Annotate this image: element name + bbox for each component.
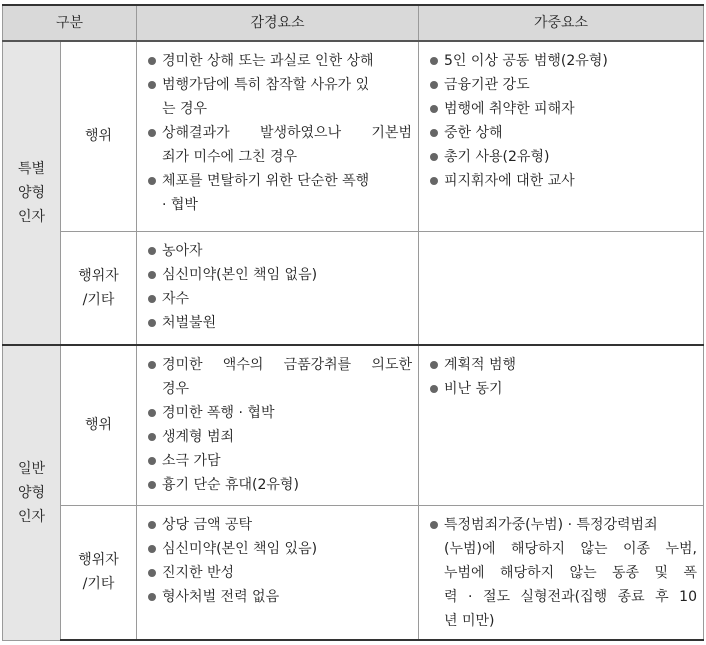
list-item: 소극 가담 bbox=[147, 449, 412, 473]
header-row bbox=[3, 5, 704, 41]
list-item-continuation: 는 경우 bbox=[162, 101, 208, 117]
list-item: 상당 금액 공탁 bbox=[147, 513, 412, 537]
sentencing-factors-table bbox=[2, 4, 704, 641]
special-label-line-1: 특별 bbox=[17, 161, 46, 177]
list-item: 비난 동기 bbox=[429, 377, 697, 401]
general-act-aggravating bbox=[419, 345, 704, 505]
list-item: 중한 상해 bbox=[429, 121, 697, 145]
list-item: 피지휘자에 대한 교사 bbox=[429, 169, 697, 193]
special-actor-row bbox=[3, 231, 704, 345]
list-item: 생계형 범죄 bbox=[147, 425, 412, 449]
special-actor-mitigating bbox=[137, 231, 419, 345]
list-item: 경미한 폭행 · 협박 bbox=[147, 401, 412, 425]
list-item-continuation: 력 · 절도 실형전과(집행 종료 후 10 bbox=[444, 588, 697, 605]
list-item: 범행가담에 특히 참작할 사유가 있 bbox=[147, 73, 412, 97]
list-item-continuation: 누범에 해당하지 않는 동종 및 폭 bbox=[444, 564, 697, 581]
list-item: 5인 이상 공동 범행(2유형) bbox=[429, 49, 697, 73]
list-item: 진지한 반성 bbox=[147, 561, 412, 585]
actor-label-line-1: 행위자 bbox=[78, 267, 119, 284]
list-item-continuation: · 협박 bbox=[162, 197, 198, 213]
list-item: 상해결과가 발생하였으나 기본범 bbox=[147, 121, 412, 145]
general-label-line-2: 양형 bbox=[17, 484, 46, 501]
list-item: 자수 bbox=[147, 287, 412, 311]
general-label-line-1: 일반 bbox=[17, 460, 46, 477]
general-actor-row bbox=[3, 505, 704, 640]
list-item: 특정범죄가중(누범) · 특정강력범죄 bbox=[429, 513, 697, 537]
special-act-mitigating bbox=[137, 41, 419, 231]
list-item: 형사처벌 전력 없음 bbox=[147, 585, 412, 609]
list-item: 농아자 bbox=[147, 239, 412, 263]
list-item: 총기 사용(2유형) bbox=[429, 145, 697, 169]
general-actor-label bbox=[61, 505, 137, 640]
list-item-continuation: 죄가 미수에 그친 경우 bbox=[162, 149, 298, 165]
actor-label-line-2: /기타 bbox=[82, 576, 115, 593]
list-item: 흉기 단순 휴대(2유형) bbox=[147, 473, 412, 497]
special-label-line-2: 양형 bbox=[17, 185, 46, 201]
list-item: 계획적 범행 bbox=[429, 353, 697, 377]
list-item-continuation: (누범)에 해당하지 않는 이종 누범, bbox=[444, 540, 697, 557]
list-item: 경미한 액수의 금품강취를 의도한 bbox=[147, 353, 412, 377]
general-factors-label bbox=[3, 345, 61, 640]
list-item: 처벌불원 bbox=[147, 311, 412, 335]
list-item: 심신미약(본인 책임 없음) bbox=[147, 263, 412, 287]
header-aggravating: 가중요소 bbox=[419, 5, 704, 41]
general-actor-aggravating bbox=[419, 505, 704, 640]
special-actor-aggravating bbox=[419, 231, 704, 345]
general-act-row bbox=[3, 345, 704, 505]
general-label-line-3: 인자 bbox=[17, 508, 46, 525]
list-item: 금융기관 강도 bbox=[429, 73, 697, 97]
special-label-line-3: 인자 bbox=[17, 209, 46, 225]
special-factors-label bbox=[3, 41, 61, 345]
list-item: 체포를 면탈하기 위한 단순한 폭행 bbox=[147, 169, 412, 193]
general-act-mitigating bbox=[137, 345, 419, 505]
list-item: 경미한 상해 또는 과실로 인한 상해 bbox=[147, 49, 412, 73]
list-item: 범행에 취약한 피해자 bbox=[429, 97, 697, 121]
general-actor-mitigating bbox=[137, 505, 419, 640]
actor-label-line-1: 행위자 bbox=[78, 552, 119, 569]
header-category: 구분 bbox=[3, 5, 137, 41]
special-act-aggravating bbox=[419, 41, 704, 231]
special-act-row bbox=[3, 41, 704, 231]
actor-label-line-2: /기타 bbox=[82, 291, 115, 308]
list-item-continuation: 경우 bbox=[162, 381, 190, 397]
special-act-label: 행위 bbox=[61, 41, 137, 231]
special-actor-label bbox=[61, 231, 137, 345]
general-act-label: 행위 bbox=[61, 345, 137, 505]
list-item-continuation: 년 미만) bbox=[444, 612, 495, 629]
header-mitigating: 감경요소 bbox=[137, 5, 419, 41]
list-item: 심신미약(본인 책임 있음) bbox=[147, 537, 412, 561]
